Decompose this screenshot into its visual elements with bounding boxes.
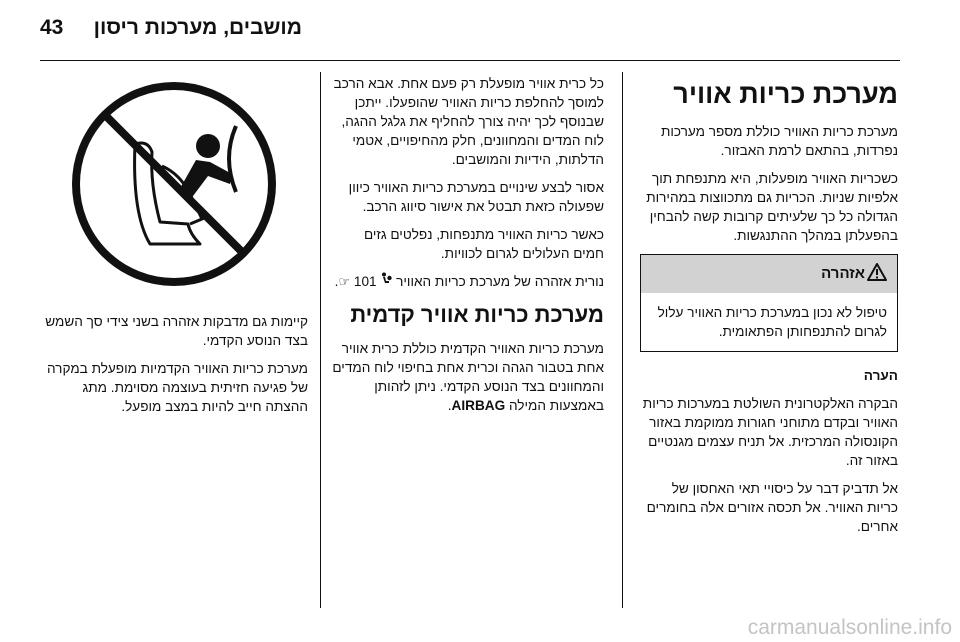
middle-column [330, 74, 604, 424]
paragraph: כל כרית אוויר מופעלת רק פעם אחת. אבא הרכב למוסך להחלפת כריות האוויר שהופעלו. ייתכן שבנוסף לכך יהיה צורך להחליף את גלגל ההגה, לוח המדים והמחוונים, חלק מהחיפויים, אטמי הדלתות, הידיות והמושבים. [333, 76, 604, 167]
paragraph-warning-lamp: נורית אזהרה של מערכת כריות האוויר 101 ☞. [334, 274, 604, 289]
warning-triangle-icon [865, 265, 887, 282]
warning-text: טיפול לא נכון במערכת כריות האוויר עלול לגרום להתנפחותן הפתאומית. [657, 305, 887, 339]
page-number: 43 [40, 16, 64, 39]
warning-heading-text: אזהרה [821, 265, 865, 282]
warning-lamp-text: נורית אזהרה של מערכת כריות האוויר [396, 274, 604, 289]
paragraph [330, 339, 604, 415]
section-title-front-airbag: מערכת כריות אוויר קדמית [350, 302, 604, 327]
front-airbag-text: מערכת כריות האוויר הקדמית כוללת כרית אוויר אחת בטבור הגהה וכרית אחת בחיפוי לוח המדים והמחוונים בצד הנוסע הקדמי. ניתן לזהותן באמצעות המילה [332, 341, 604, 413]
lamp-page-reference: 101 [353, 274, 377, 289]
note-paragraph: הבקרה האלקטרונית השולטת במערכות כריות האוויר ובקדם מתוחני חגורות ממוקמת באזור הקונסולה המרכזית. אל תניח עצמים מגנטיים באזור זה. [642, 396, 898, 468]
note-heading: הערה [863, 368, 898, 383]
header-rule [40, 60, 900, 61]
airbag-word: AIRBAG [451, 398, 506, 413]
page-reference-icon: ☞ [338, 274, 351, 289]
left-column [40, 74, 308, 425]
note-paragraph: אל תדביק דבר על כיסויי תאי האחסון של כריות האוויר. אל תכסה אזורים אלה בחומרים אחרים. [646, 481, 898, 534]
paragraph: קיימות גם מדבקות אזהרה בשני צידי סך השמש בצד הנוסע הקדמי. [45, 314, 308, 348]
paragraph: כשכריות האוויר מופעלות, היא מתנפחת תוך אלפיות שניות. הכריות גם מתכווצות במהירות הגדולה כל כך שלעיתים קרובות קשה להבחין בהפעלתן במהלך ההתנגשות. [646, 171, 898, 243]
paragraph: מערכת כריות האוויר הקדמיות מופעלת במקרה של פגיעה חזיתית בעוצמה מסוימת. מתג ההצתה חייב להיות במצב מופעל. [46, 361, 308, 414]
column-divider-right [622, 72, 623, 608]
running-title: מושבים, מערכות ריסון [93, 16, 302, 39]
airbag-lamp-icon [380, 274, 392, 289]
watermark-url: carmanualsonline.info [747, 616, 952, 639]
airbag-period: . [447, 398, 452, 413]
paragraph: מערכת כריות האוויר כוללת מספר מערכות נפרדות, בהתאם לרמת האבזור. [660, 124, 898, 158]
column-divider-left [320, 72, 321, 608]
page-header [40, 12, 900, 52]
paragraph: כאשר כריות האוויר מתנפחות, נפלטים גזים חמים העלולים לגרום לכוויות. [363, 227, 604, 261]
warning-heading [641, 255, 897, 293]
section-title-airbag-system: מערכת כריות אוויר [673, 79, 898, 109]
right-column [640, 74, 898, 545]
no-rear-facing-child-seat-icon [40, 74, 308, 294]
paragraph: אסור לבצע שינויים במערכת כריות האוויר כיוון שפעולה כזאת תבטל את אישור סיווג הרכב. [348, 180, 604, 214]
warning-box [640, 254, 898, 352]
